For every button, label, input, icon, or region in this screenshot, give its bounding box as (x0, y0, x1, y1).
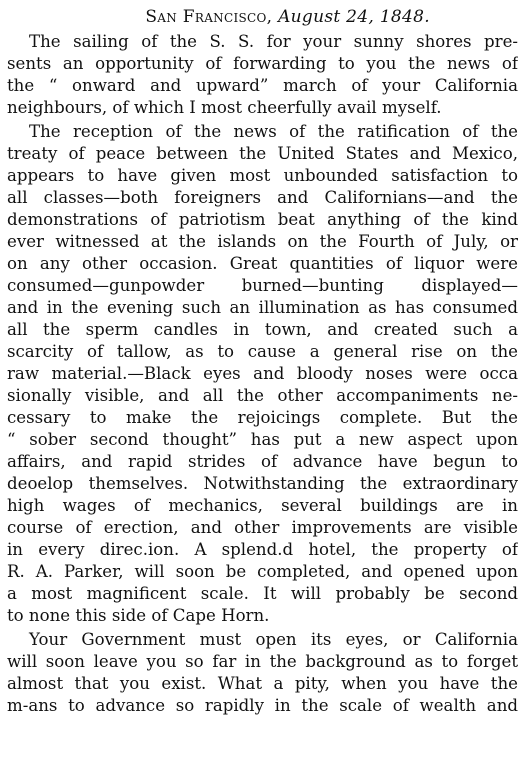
paragraph (7, 121, 518, 627)
text-line: The sailing of the S. S. for your sunny shores pre- (29, 32, 518, 51)
text-line: Your Government must open its eyes, or California (29, 630, 518, 649)
text-line: will soon leave you so far in the background as to forget (7, 652, 518, 671)
text-line: and in the evening such an illumination as has consumed (7, 298, 518, 317)
text-line: the “ onward and upward” march of your California (7, 76, 518, 95)
text-line: consumed—gunpowder burned—bunting displayed— (7, 276, 518, 295)
text-line: m-ans to advance so rapidly in the scale of wealth and (7, 696, 518, 715)
article-body (7, 31, 518, 717)
text-line: sionally visible, and all the other accompaniments ne- (7, 386, 518, 405)
text-line: neighbours, of which I most cheerfully avail myself. (7, 98, 442, 117)
text-line: sents an opportunity of forwarding to you the news of (7, 54, 518, 73)
text-line: demonstrations of patriotism beat anything of the kind (7, 210, 518, 229)
text-line: appears to have given most unbounded satisfaction to (7, 166, 518, 185)
text-line: almost that you exist. What a pity, when you have the (7, 674, 518, 693)
text-line: all the sperm candles in town, and created such a (7, 320, 518, 339)
text-line: to none this side of Cape Horn. (7, 606, 270, 625)
dateline (7, 6, 518, 28)
text-line: treaty of peace between the United States and Mexico, (7, 144, 518, 163)
text-line: high wages of mechanics, several buildings are in (7, 496, 518, 515)
dateline-place: San Francisco, (145, 7, 273, 27)
paragraph (7, 31, 518, 119)
text-line: in every direc.ion. A splend.d hotel, the property of (7, 540, 518, 559)
text-line: a most magnificent scale. It will probably be second (7, 584, 518, 603)
text-line: on any other occasion. Great quantities of liquor were (7, 254, 518, 273)
text-line: all classes—both foreigners and Californians—and the (7, 188, 518, 207)
text-line: “ sober second thought” has put a new aspect upon (7, 430, 518, 449)
paragraph (7, 629, 518, 717)
text-line: ever witnessed at the islands on the Fourth of July, or (7, 232, 518, 251)
text-line: deoelop themselves. Notwithstanding the extraordinary (7, 474, 518, 493)
text-line: The reception of the news of the ratification of the (29, 122, 518, 141)
text-line: scarcity of tallow, as to cause a general rise on the (7, 342, 518, 361)
text-line: cessary to make the rejoicings complete. But the (7, 408, 518, 427)
text-line: R. A. Parker, will soon be completed, and opened upon (7, 562, 518, 581)
text-line: raw material.—Black eyes and bloody noses were occa (7, 364, 518, 383)
dateline-date: August 24, 1848. (278, 7, 430, 27)
text-line: affairs, and rapid strides of advance have begun to (7, 452, 518, 471)
text-line: course of erection, and other improvements are visible (7, 518, 518, 537)
